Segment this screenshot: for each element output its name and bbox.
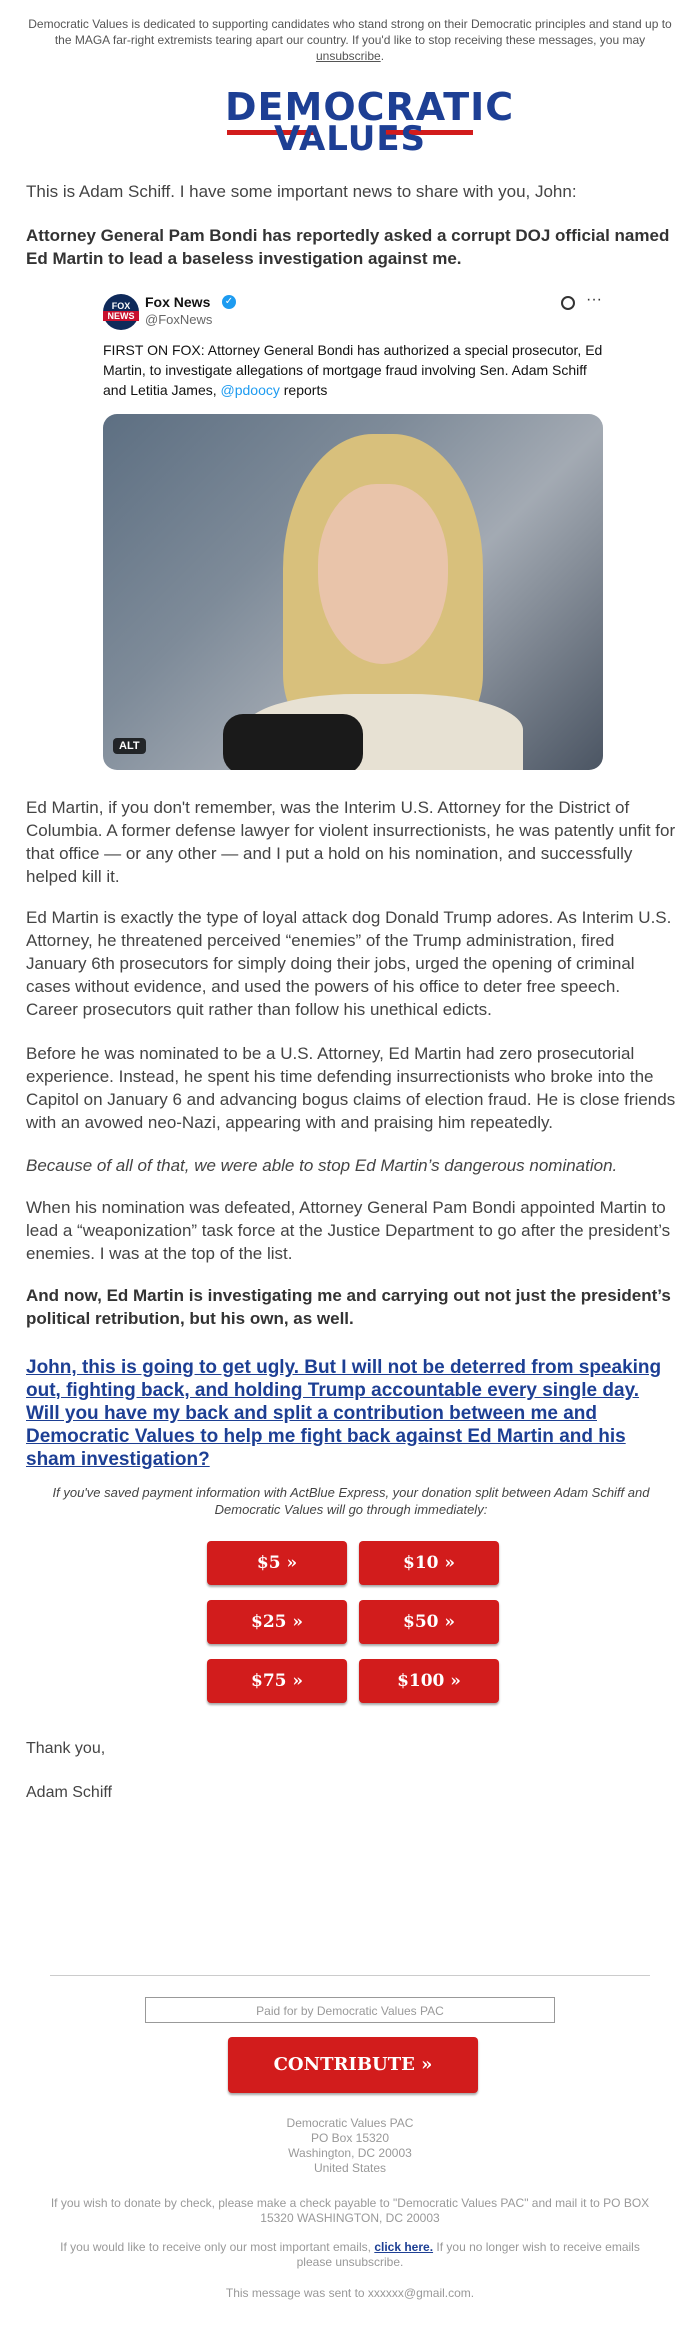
photo-face xyxy=(318,484,448,664)
more-options-icon[interactable]: ··· xyxy=(586,291,602,308)
logo-line1: DEMOCRATIC xyxy=(225,85,515,129)
grok-icon[interactable] xyxy=(561,296,575,310)
body-paragraph-3: Before he was nominated to be a U.S. Attorney, Ed Martin had zero prosecutorial experience. Instead, he spent his time defending insurrectionists who broke into the Capitol on January 6 and advancing bogus claims of election fraud. He is close friends with an avowed neo-Nazi, appearing with and praising him repeatedly. xyxy=(26,1044,676,1132)
democratic-values-logo xyxy=(225,85,515,160)
fox-news-avatar: FOX NEWS xyxy=(103,294,139,330)
email-preferences-note: If you would like to receive only our most important emails, click here. If you no longer wish to receive emails please unsubscribe. xyxy=(60,2240,640,2269)
intro-text: This is Adam Schiff. I have some important news to share with you, John: xyxy=(26,182,577,201)
unsubscribe-link[interactable]: unsubscribe xyxy=(315,49,381,63)
tweet-photo[interactable] xyxy=(103,414,603,770)
sent-to-note: This message was sent to xxxxxx@gmail.com. xyxy=(225,2286,475,2300)
contribute-button[interactable]: CONTRIBUTE » xyxy=(228,2037,478,2093)
donate-5-button[interactable]: $5 » xyxy=(207,1541,347,1585)
verified-icon: ✓ xyxy=(222,295,236,309)
embedded-tweet[interactable] xyxy=(103,290,603,780)
logo-line2: VALUES xyxy=(273,119,427,159)
preheader: Democratic Values is dedicated to supporting candidates who stand strong on their Democratic principles and stand up to the MAGA far-right extremists tearing apart our country. If you'd like to stop receiving these messages, you may unsubscribe. xyxy=(28,17,672,63)
actblue-express-note: If you've saved payment information with ActBlue Express, your donation split between Adam Schiff and Democratic Values will go through immediately: xyxy=(52,1485,650,1517)
donate-50-button[interactable]: $50 » xyxy=(359,1600,499,1644)
donate-75-button[interactable]: $75 » xyxy=(207,1659,347,1703)
tweet-author-handle[interactable]: @FoxNews xyxy=(145,312,213,327)
donate-100-button[interactable]: $100 » xyxy=(359,1659,499,1703)
click-here-link[interactable]: click here. xyxy=(374,2240,434,2254)
mailing-address: Democratic Values PAC PO Box 15320 Washington, DC 20003 United States xyxy=(286,2116,414,2175)
body-paragraph-5: When his nomination was defeated, Attorney General Pam Bondi appointed Martin to lead a “weaponization” task force at the Justice Department to go after the president’s enemies. I was at the top of the list. xyxy=(26,1198,671,1263)
footer-divider xyxy=(50,1975,650,1976)
alt-badge[interactable]: ALT xyxy=(113,738,146,754)
tweet-text: FIRST ON FOX: Attorney General Bondi has authorized a special prosecutor, Ed Martin, to investigate allegations of mortgage fraud involving Sen. Adam Schiff and Letitia James, @pdoocy reports xyxy=(103,342,603,398)
tweet-mention-link[interactable]: @pdoocy xyxy=(220,382,280,398)
body-paragraph-1: Ed Martin, if you don't remember, was the Interim U.S. Attorney for the District of Columbia. A former defense lawyer for violent insurrectionists, he was patently unfit for that office — or any other — and I put a hold on his nomination, and successfully helped kill it. xyxy=(26,798,676,886)
check-donation-note: If you wish to donate by check, please make a check payable to "Democratic Values PAC" and mail it to PO BOX 15320 WASHINGTON, DC 20003 xyxy=(50,2196,650,2225)
body-paragraph-4: Because of all of that, we were able to stop Ed Martin’s dangerous nomination. xyxy=(26,1156,618,1175)
tweet-author-name[interactable]: Fox News xyxy=(145,294,211,310)
paid-for-disclaimer: Paid for by Democratic Values PAC xyxy=(145,1997,555,2023)
photo-microphone xyxy=(223,714,363,770)
preheader-text: Democratic Values is dedicated to supporting candidates who stand strong on their Democratic principles and stand up to the MAGA far-right extremists tearing apart our country. If you'd like to stop receiving these messages, you may xyxy=(28,17,672,47)
donation-ask-link[interactable]: John, this is going to get ugly. But I will not be deterred from speaking out, fighting back, and holding Trump accountable every single day. Will you have my back and split a contribution between me and Democratic Values to help me fight back against Ed Martin and his sham investigation? xyxy=(26,1357,662,1470)
body-paragraph-2: Ed Martin is exactly the type of loyal attack dog Donald Trump adores. As Interim U.S. Attorney, he threatened perceived “enemies” of the Trump administration, fired January 6th prosecutors for simply doing their jobs, urged the opening of criminal cases without evidence, and used the powers of his office to deter free speech. Career prosecutors quit rather than follow his unethical edicts. xyxy=(26,908,672,1019)
signoff-thanks: Thank you, xyxy=(26,1740,106,1757)
headline: Attorney General Pam Bondi has reportedly asked a corrupt DOJ official named Ed Martin to lead a baseless investigation against me. xyxy=(26,226,670,268)
donate-25-button[interactable]: $25 » xyxy=(207,1600,347,1644)
signoff-name: Adam Schiff xyxy=(26,1784,112,1801)
donate-10-button[interactable]: $10 » xyxy=(359,1541,499,1585)
body-paragraph-6: And now, Ed Martin is investigating me and carrying out not just the president’s political retribution, but his own, as well. xyxy=(26,1286,671,1328)
